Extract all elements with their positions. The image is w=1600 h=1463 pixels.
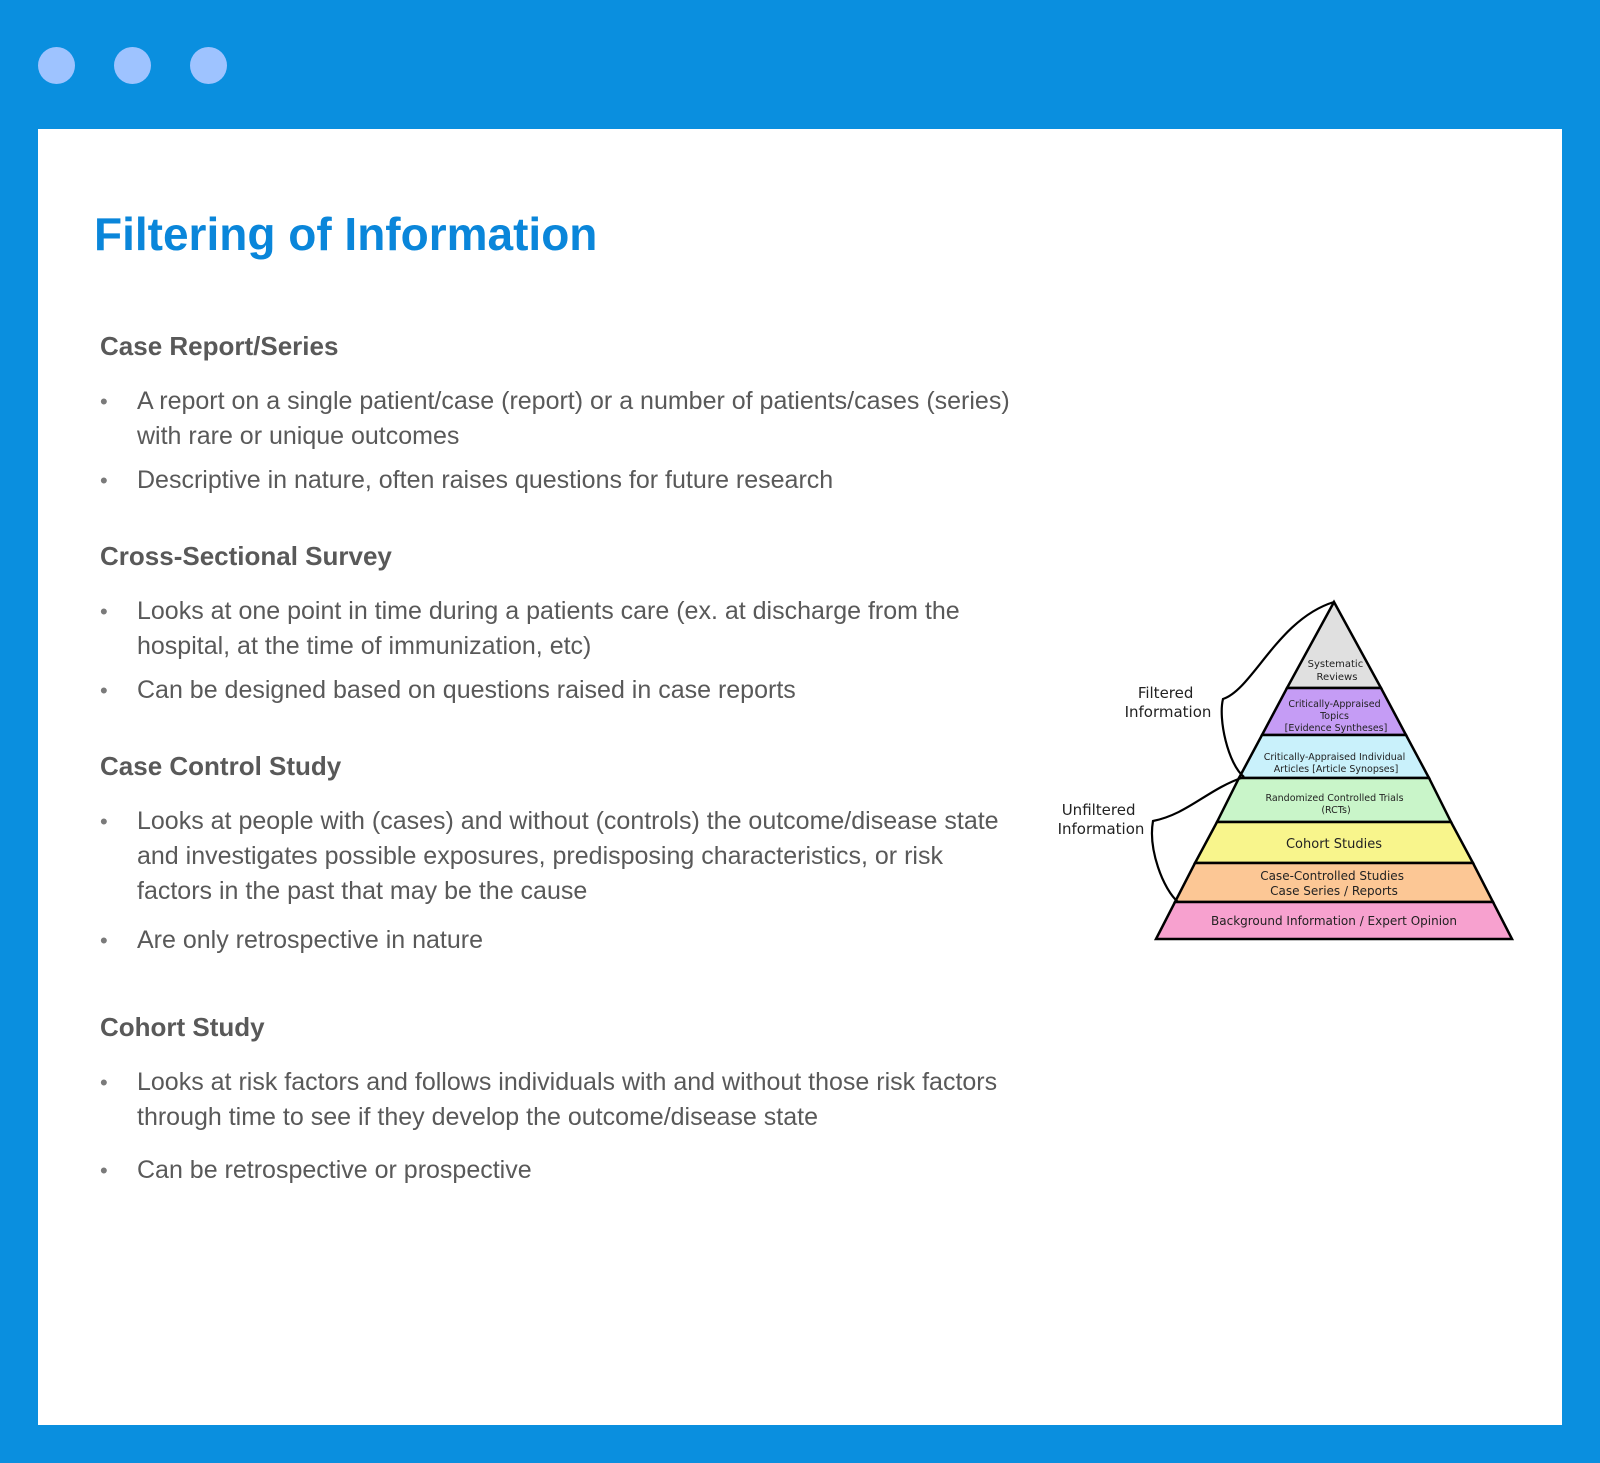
level-label-ca-articles <box>1264 752 1409 775</box>
list-item <box>100 594 1017 664</box>
level-label-line: Background Information / Expert Opinion <box>1211 914 1457 928</box>
filtered-label-line: Filtered <box>1137 684 1194 702</box>
window-dot-close[interactable] <box>38 47 75 84</box>
bullet-list <box>100 384 1040 498</box>
level-label-cohort-studies <box>1286 837 1382 852</box>
bullet-list <box>100 1065 1040 1188</box>
bullet-text: Can be retrospective or prospective <box>137 1156 532 1184</box>
level-label-background-info <box>1211 914 1457 928</box>
level-label-case-controlled <box>1260 869 1408 898</box>
filtered-label <box>1125 684 1212 721</box>
bullet-icon: • <box>100 928 108 953</box>
unfiltered-label-line: Information <box>1057 820 1145 838</box>
bullet-text: A report on a single patient/case (report) or a number of patients/cases (series) with rare or unique outcomes <box>137 387 1010 450</box>
level-label-line: Critically-Appraised Individual <box>1263 752 1406 763</box>
bullet-text: Looks at one point in time during a patients care (ex. at discharge from the hospital, at the time of immunization, etc) <box>137 597 960 660</box>
bullet-list <box>100 804 1040 958</box>
list-item <box>100 1153 1017 1188</box>
bullet-icon: • <box>100 678 108 703</box>
unfiltered-label <box>1058 801 1145 838</box>
bullet-icon: • <box>100 1158 108 1183</box>
section-heading: Case Control Study <box>100 751 342 781</box>
section-case-report <box>100 331 1040 498</box>
list-item <box>100 923 1017 958</box>
bullet-text: Looks at people with (cases) and without (controls) the outcome/disease state and investigates possible exposures, predisposing characteristics, or risk factors in the past that may be the cause <box>137 807 999 905</box>
bullet-icon: • <box>100 468 108 493</box>
section-heading: Cross-Sectional Survey <box>100 541 392 571</box>
level-label-line: Case Series / Reports <box>1270 884 1398 898</box>
window-dot-maximize[interactable] <box>190 47 227 84</box>
level-label-line: Critically-Appraised <box>1288 699 1381 710</box>
unfiltered-label-line: Unfiltered <box>1061 801 1136 819</box>
bullet-text: Looks at risk factors and follows individuals with and without those risk factors through time to see if they develop the outcome/disease state <box>137 1068 998 1131</box>
bullet-text: Are only retrospective in nature <box>137 926 484 954</box>
level-label-line: Topics <box>1320 711 1349 722</box>
level-label-line: (RCTs) <box>1321 805 1351 816</box>
list-item <box>100 384 1017 454</box>
bullet-list <box>100 594 1040 708</box>
bullet-icon: • <box>100 1070 108 1095</box>
level-label-line: Case-Controlled Studies <box>1260 869 1404 883</box>
bullet-text: Can be designed based on questions raised in case reports <box>137 676 796 704</box>
section-cohort <box>100 1012 1040 1188</box>
level-label-line: Articles [Article Synopses] <box>1273 764 1399 775</box>
level-label-line: Cohort Studies <box>1285 837 1383 852</box>
bullet-icon: • <box>100 389 108 414</box>
list-item <box>100 673 1017 708</box>
level-label-line: Reviews <box>1316 672 1358 683</box>
bullet-icon: • <box>100 809 108 834</box>
slide <box>38 129 1562 1425</box>
list-item <box>100 1065 1017 1135</box>
window-dot-minimize[interactable] <box>114 47 151 84</box>
section-heading: Cohort Study <box>100 1012 265 1042</box>
level-label-line: [Evidence Syntheses] <box>1284 723 1388 734</box>
level-label-line: Randomized Controlled Trials <box>1265 793 1404 804</box>
section-cross-sectional <box>100 541 1040 708</box>
slide-title: Filtering of Information <box>94 208 598 260</box>
evidence-pyramid-diagram <box>1038 589 1518 949</box>
list-item <box>100 463 1017 498</box>
bullet-text: Descriptive in nature, often raises questions for future research <box>137 466 834 494</box>
level-label-line: Systematic <box>1307 659 1364 670</box>
section-case-control <box>100 751 1040 958</box>
filtered-label-line: Information <box>1124 703 1212 721</box>
list-item <box>100 804 1017 909</box>
section-heading: Case Report/Series <box>100 331 339 361</box>
bullet-icon: • <box>100 599 108 624</box>
